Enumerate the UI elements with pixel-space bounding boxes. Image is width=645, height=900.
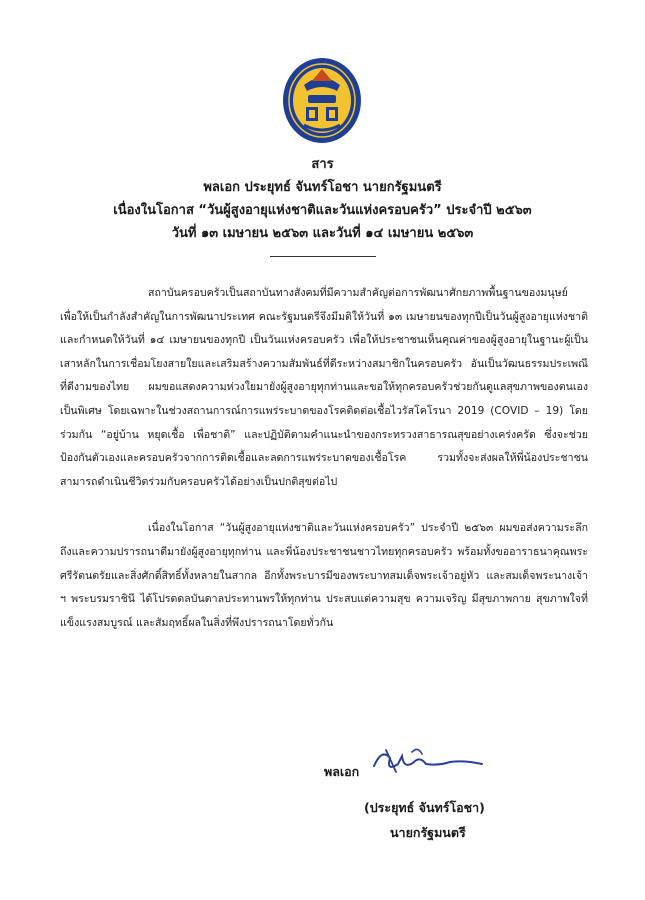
body-paragraph: เนื่องในโอกาส “วันผู้สูงอายุแห่งชาติและวันแห่งครอบครัว” ประจำปี ๒๕๖๓ ผมขอส่งความระลึกถึงและความปรารถนาดีมายังผู้สูงอายุทุกท่าน และพี่น้องประชาชนชาวไทยทุกครอบครัว พร้อมทั้งขออาราธนาคุณพระศรีรัตนตรัยและสิ่งศักดิ์สิทธิ์ทั้งหลายในสากล อีกทั้งพระบารมีของพระบาทสมเด็จพระเจ้าอยู่หัว และสมเด็จพระนางเจ้า ฯ พระบรมราชินี ได้โปรดดลบันดาลประทานพรให้ทุกท่าน ประสบแต่ความสุข ความเจริญ มีสุขภาพกาย สุขภาพใจที่แข็งแรงสมบูรณ์ และสัมฤทธิ์ผลในสิ่งที่พึงปรารถนาโดยทั่วกัน: [60, 522, 588, 629]
letter-title: สาร: [311, 157, 334, 172]
letter-body: [60, 282, 588, 635]
occasion-line: เนื่องในโอกาส “วันผู้สูงอายุแห่งชาติและวันแห่งครอบครัว” ประจำปี ๒๕๖๓: [113, 203, 532, 218]
date-line: วันที่ ๑๓ เมษายน ๒๕๖๓ และวันที่ ๑๔ เมษายน ๒๕๖๓: [171, 226, 474, 241]
signer-position: นายกรัฐมนตรี: [390, 825, 466, 840]
sender-line: พลเอก ประยุทธ์ จันทร์โอชา นายกรัฐมนตรี: [203, 180, 442, 195]
signature-block: [310, 742, 550, 852]
handwritten-signature: [368, 742, 488, 778]
government-seal-icon: [282, 57, 362, 144]
signer-rank: พลเอก: [324, 764, 360, 779]
signer-name: (ประยุทธ์ จันทร์โอชา): [364, 800, 485, 815]
letter-header: [0, 153, 645, 245]
header-divider: [270, 256, 376, 257]
body-paragraph: สถาบันครอบครัวเป็นสถาบันทางสังคมที่มีความสำคัญต่อการพัฒนาศักยภาพพื้นฐานของมนุษย์ เพื่อให้เป็นกำลังสำคัญในการพัฒนาประเทศ คณะรัฐมนตรีจึงมีมติให้วันที่ ๑๓ เมษายนของทุกปีเป็นวันผู้สูงอายุแห่งชาติ และกำหนดให้วันที่ ๑๔ เมษายนของทุกปี เป็นวันแห่งครอบครัว เพื่อให้ประชาชนเห็นคุณค่าของผู้สูงอายุในฐานะผู้เป็นเสาหลักในการเชื่อมโยงสายใยและเสริมสร้างความสัมพันธ์ที่ดีระหว่างสมาชิกในครอบครัว อันเป็นวัฒนธรรมประเพณีที่ดีงามของไทย ผมขอแสดงความห่วงใยมายังผู้สูงอายุทุกท่านและขอให้ทุกครอบครัวช่วยกันดูแลสุขภาพของตนเองเป็นพิเศษ โดยเฉพาะในช่วงสถานการณ์การแพร่ระบาดของโรคติดต่อเชื้อไวรัสโคโรนา 2019 (COVID – 19) โดยร่วมกัน “อยู่บ้าน หยุดเชื้อ เพื่อชาติ” และปฏิบัติตามคำแนะนำของกระทรวงสาธารณสุขอย่างเคร่งครัด ซึ่งจะช่วยป้องกันตัวเองและครอบครัวจากการติดเชื้อและลดการแพร่ระบาดของเชื้อโรค รวมทั้งจะส่งผลให้พี่น้องประชาชนสามารถดำเนินชีวิตร่วมกับครอบครัวได้อย่างเป็นปกติสุขต่อไป: [60, 287, 588, 488]
